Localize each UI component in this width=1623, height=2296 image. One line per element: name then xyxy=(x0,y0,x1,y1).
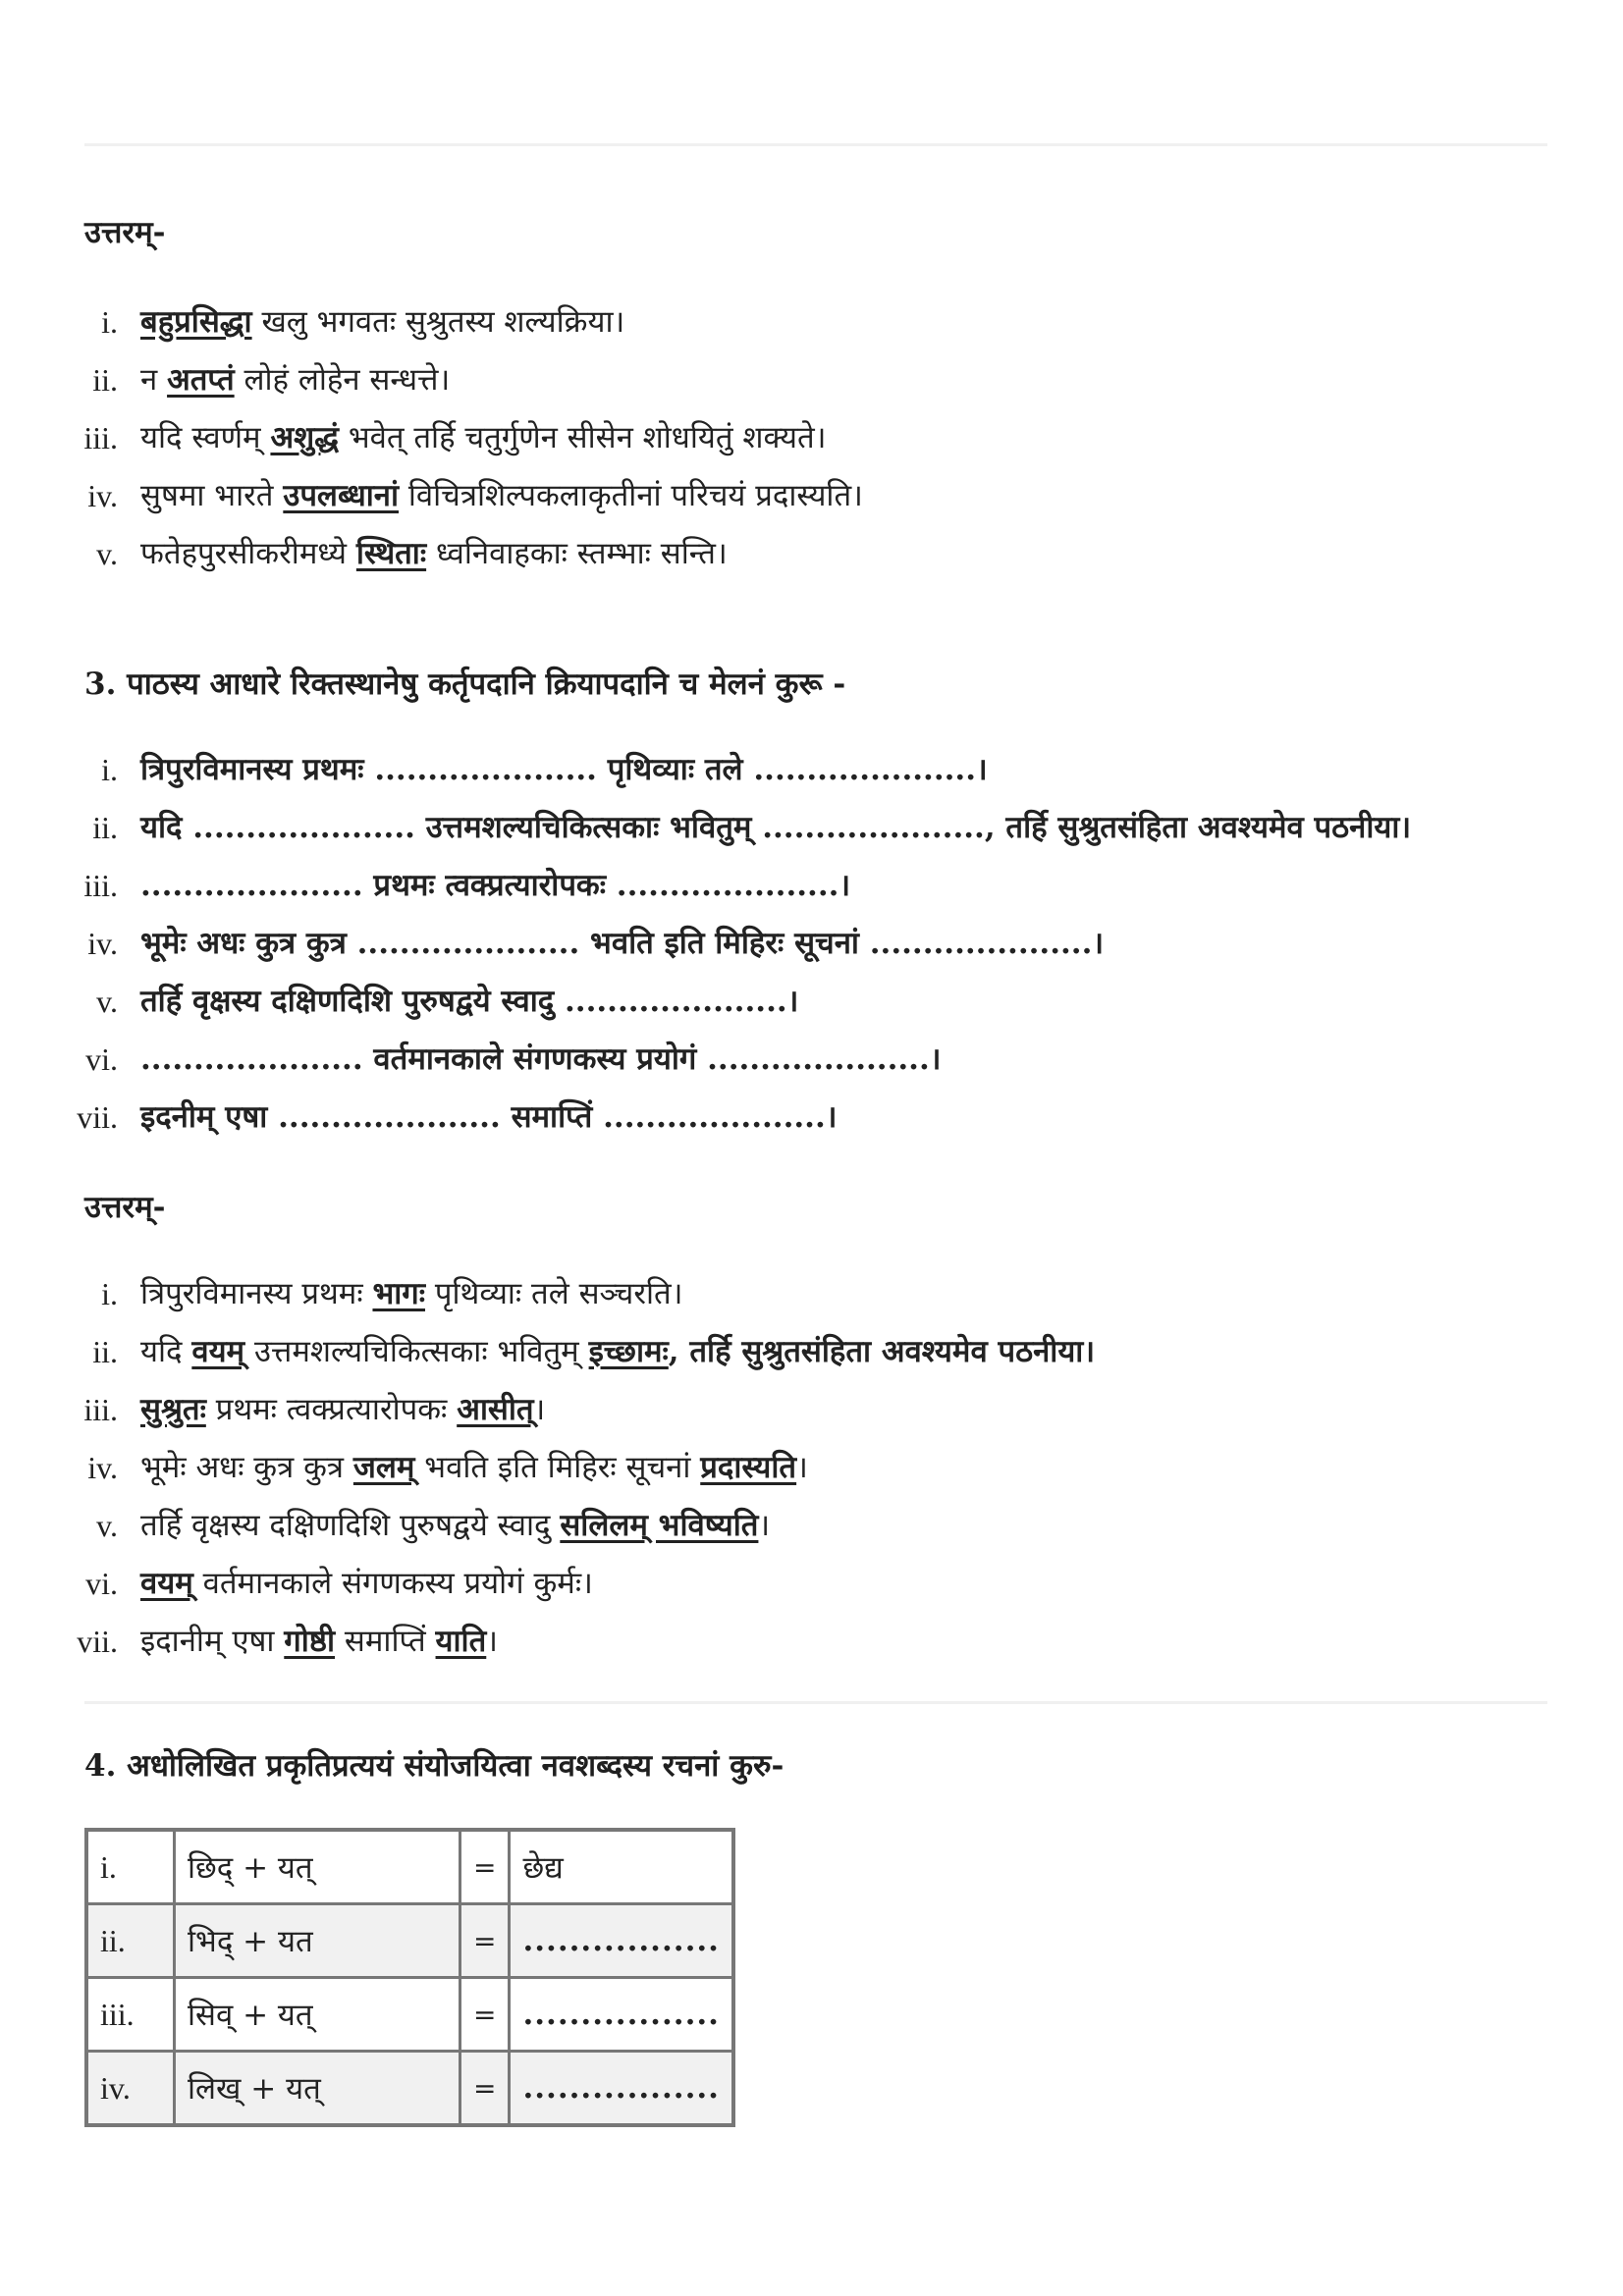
word-formation-table xyxy=(84,1828,735,2127)
underlined-answer: अतप्तं xyxy=(167,362,235,398)
equals-sign: = xyxy=(460,1904,510,1978)
underlined-answer: भागः xyxy=(372,1276,426,1311)
result-word: छेद्य xyxy=(510,1830,733,1904)
root-suffix: भिद् + यत xyxy=(175,1904,460,1978)
table-row xyxy=(86,1904,733,1978)
underlined-answer: अशुद्धं xyxy=(270,420,339,455)
root-suffix: सिव् + यत् xyxy=(175,1978,460,2052)
underlined-answer: इच्छामः xyxy=(588,1334,669,1369)
underlined-answer: सुश्रुतः xyxy=(140,1392,206,1427)
underlined-answer: स्थिताः xyxy=(355,536,427,571)
underlined-answer: सलिलम् भविष्यति xyxy=(560,1508,759,1543)
top-divider xyxy=(84,143,1547,146)
result-blank: ................. xyxy=(510,1978,733,2052)
item-number: vi. xyxy=(85,1041,118,1077)
row-number: iv. xyxy=(86,2052,175,2126)
answer-label-3: उत्तरम्- xyxy=(84,1190,166,1225)
table-row xyxy=(86,2052,733,2126)
result-blank: ................. xyxy=(510,2052,733,2126)
underlined-answer: जलम् xyxy=(352,1450,415,1485)
item-number: ii. xyxy=(92,810,118,845)
equals-sign: = xyxy=(460,1830,510,1904)
underlined-answer: वयम् xyxy=(191,1334,245,1369)
item-number: ii. xyxy=(92,1334,118,1369)
table-row xyxy=(86,1830,733,1904)
underlined-answer: प्रदास्यति xyxy=(700,1450,797,1485)
underlined-answer: उपलब्धानां xyxy=(283,478,400,513)
item-number: i. xyxy=(101,752,118,787)
item-number: iv. xyxy=(87,926,118,961)
item-number: v. xyxy=(96,984,118,1019)
item-number: vii. xyxy=(77,1624,118,1659)
item-number: iv. xyxy=(87,1450,118,1485)
item-number: vi. xyxy=(85,1566,118,1601)
item-number: vii. xyxy=(77,1099,118,1135)
question-3-heading: 3. पाठस्य आधारे रिक्तस्थानेषु कर्तृपदानि क्रियापदानि च मेलनं कुरू - xyxy=(84,667,846,702)
item-number: iv. xyxy=(87,478,118,513)
section-divider xyxy=(84,1701,1547,1704)
item-number: ii. xyxy=(92,362,118,398)
underlined-answer: आसीत् xyxy=(457,1392,534,1427)
item-number: iii. xyxy=(83,1392,118,1427)
root-suffix: छिद् + यत् xyxy=(175,1830,460,1904)
table-row xyxy=(86,1978,733,2052)
underlined-answer: बहुप्रसिद्धा xyxy=(140,304,252,340)
item-number: iii. xyxy=(83,420,118,455)
question-4-heading: 4. अधोलिखित प्रकृतिप्रत्ययं संयोजयित्वा नवशब्दस्य रचनां कुरु- xyxy=(84,1748,784,1784)
equals-sign: = xyxy=(460,1978,510,2052)
root-suffix: लिख् + यत् xyxy=(175,2052,460,2126)
item-number: v. xyxy=(96,1508,118,1543)
row-number: iii. xyxy=(86,1978,175,2052)
underlined-answer: वयम् xyxy=(140,1566,193,1601)
result-blank: ................. xyxy=(510,1904,733,1978)
item-number: iii. xyxy=(83,868,118,903)
item-number: i. xyxy=(101,304,118,340)
underlined-answer: गोष्ठी xyxy=(284,1624,336,1659)
answer-label-1: उत्तरम्- xyxy=(84,215,166,250)
row-number: ii. xyxy=(86,1904,175,1978)
equals-sign: = xyxy=(460,2052,510,2126)
item-number: v. xyxy=(96,536,118,571)
underlined-answer: याति xyxy=(435,1624,487,1659)
item-number: i. xyxy=(101,1276,118,1311)
row-number: i. xyxy=(86,1830,175,1904)
